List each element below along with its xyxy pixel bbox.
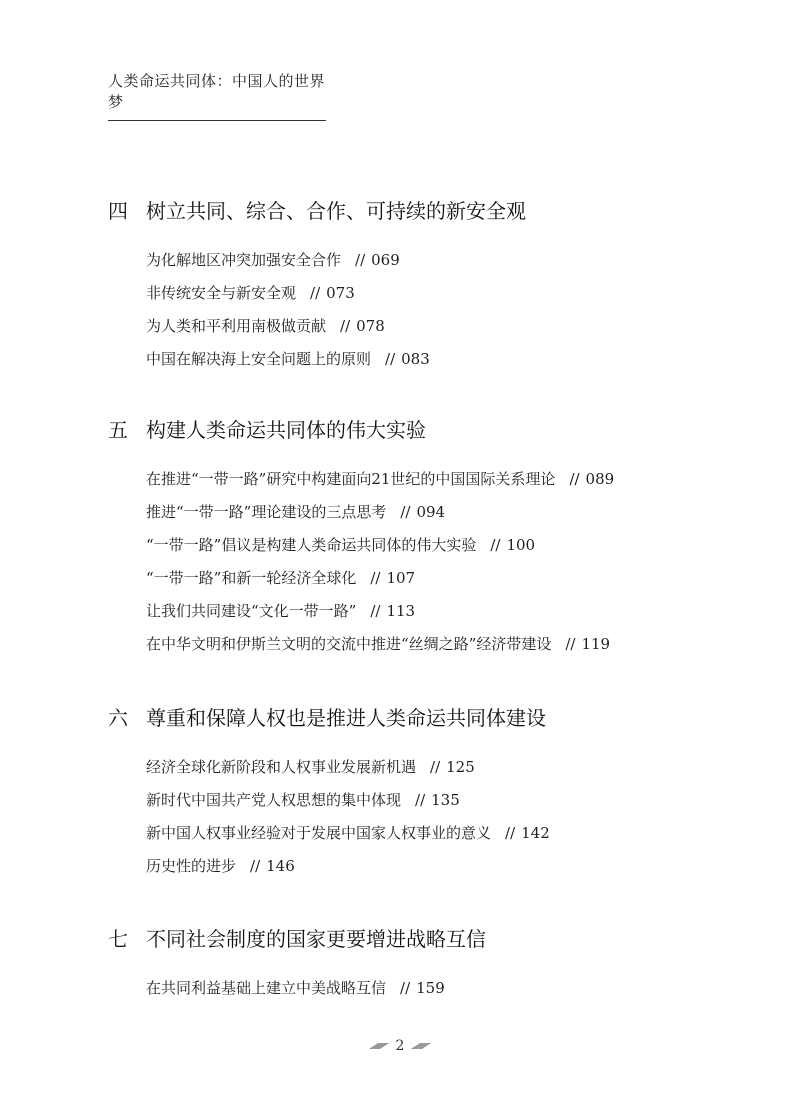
toc-entry[interactable] — [146, 533, 614, 566]
entry-title: 在中华文明和伊斯兰文明的交流中推进“丝绸之路”经济带建设 — [146, 635, 552, 653]
toc-section — [108, 924, 486, 1009]
entry-page-number: 107 — [386, 569, 416, 587]
section-title: 不同社会制度的国家更要增进战略互信 — [146, 927, 486, 951]
entry-page-number: 146 — [266, 857, 295, 875]
toc-section — [108, 415, 614, 665]
entry-separator: // — [569, 470, 580, 488]
toc-entry[interactable] — [146, 632, 614, 665]
toc-entry[interactable] — [146, 248, 526, 281]
entry-title: 历史性的进步 — [146, 857, 237, 875]
entry-page-number: 142 — [521, 824, 550, 842]
entry-list — [146, 976, 486, 1009]
entry-separator: // — [370, 602, 381, 620]
section-title: 树立共同、综合、合作、可持续的新安全观 — [146, 199, 526, 223]
entry-separator: // — [310, 284, 321, 302]
entry-title: “一带一路”倡议是构建人类命运共同体的伟大实验 — [146, 536, 477, 554]
entry-title: 在共同利益基础上建立中美战略互信 — [146, 979, 387, 997]
section-title: 构建人类命运共同体的伟大实验 — [146, 418, 426, 442]
toc-entry[interactable] — [146, 314, 526, 347]
section-heading[interactable] — [108, 196, 526, 226]
page-number: 2 — [395, 1038, 405, 1054]
entry-page-number: 069 — [371, 251, 400, 269]
entry-page-number: 159 — [416, 979, 445, 997]
entry-title: 在推进“一带一路”研究中构建面向21世纪的中国国际关系理论 — [146, 470, 556, 488]
entry-page-number: 089 — [585, 470, 615, 488]
page-footer — [0, 1038, 800, 1054]
entry-list — [146, 755, 550, 887]
footer-ornament-left — [366, 1043, 391, 1049]
entry-separator: // — [340, 317, 351, 335]
entry-title: 中国在解决海上安全问题上的原则 — [146, 350, 372, 368]
section-number: 四 — [108, 199, 128, 223]
entry-page-number: 125 — [446, 758, 475, 776]
running-header: 人类命运共同体：中国人的世界梦 — [108, 70, 326, 121]
entry-separator: // — [430, 758, 441, 776]
section-heading[interactable] — [108, 415, 614, 445]
entry-separator: // — [400, 503, 411, 521]
entry-separator: // — [505, 824, 516, 842]
toc-entry[interactable] — [146, 599, 614, 632]
entry-title: 为人类和平利用南极做贡献 — [146, 317, 327, 335]
entry-page-number: 094 — [416, 503, 446, 521]
entry-separator: // — [490, 536, 501, 554]
entry-list — [146, 248, 526, 380]
entry-separator: // — [370, 569, 381, 587]
section-heading[interactable] — [108, 924, 486, 954]
toc-entry[interactable] — [146, 854, 550, 887]
toc-entry[interactable] — [146, 500, 614, 533]
toc-entry[interactable] — [146, 281, 526, 314]
entry-separator: // — [250, 857, 261, 875]
entry-page-number: 113 — [386, 602, 416, 620]
entry-title: 非传统安全与新安全观 — [146, 284, 297, 302]
entry-separator: // — [385, 350, 396, 368]
entry-separator: // — [400, 979, 411, 997]
section-title: 尊重和保障人权也是推进人类命运共同体建设 — [146, 706, 546, 730]
section-heading[interactable] — [108, 703, 550, 733]
toc-entry[interactable] — [146, 755, 550, 788]
toc-section — [108, 703, 550, 887]
section-number: 六 — [108, 706, 128, 730]
footer-ornament-right — [409, 1043, 434, 1049]
entry-title: 新中国人权事业经验对于发展中国家人权事业的意义 — [146, 824, 492, 842]
entry-title: 新时代中国共产党人权思想的集中体现 — [146, 791, 402, 809]
toc-entry[interactable] — [146, 788, 550, 821]
entry-page-number: 078 — [356, 317, 385, 335]
toc-entry[interactable] — [146, 347, 526, 380]
toc-entry[interactable] — [146, 566, 614, 599]
toc-entry[interactable] — [146, 467, 614, 500]
entry-page-number: 119 — [581, 635, 611, 653]
section-number: 五 — [108, 418, 128, 442]
entry-title: “一带一路”和新一轮经济全球化 — [146, 569, 357, 587]
entry-title: 经济全球化新阶段和人权事业发展新机遇 — [146, 758, 417, 776]
entry-separator: // — [415, 791, 426, 809]
entry-list — [146, 467, 614, 665]
entry-title: 推进“一带一路”理论建设的三点思考 — [146, 503, 387, 521]
entry-title: 为化解地区冲突加强安全合作 — [146, 251, 342, 269]
entry-page-number: 135 — [431, 791, 460, 809]
entry-title: 让我们共同建设“文化一带一路” — [146, 602, 357, 620]
entry-page-number: 100 — [506, 536, 536, 554]
entry-separator: // — [565, 635, 576, 653]
entry-page-number: 083 — [401, 350, 430, 368]
toc-entry[interactable] — [146, 976, 486, 1009]
section-number: 七 — [108, 927, 128, 951]
entry-page-number: 073 — [326, 284, 355, 302]
entry-separator: // — [355, 251, 366, 269]
toc-section — [108, 196, 526, 380]
toc-entry[interactable] — [146, 821, 550, 854]
